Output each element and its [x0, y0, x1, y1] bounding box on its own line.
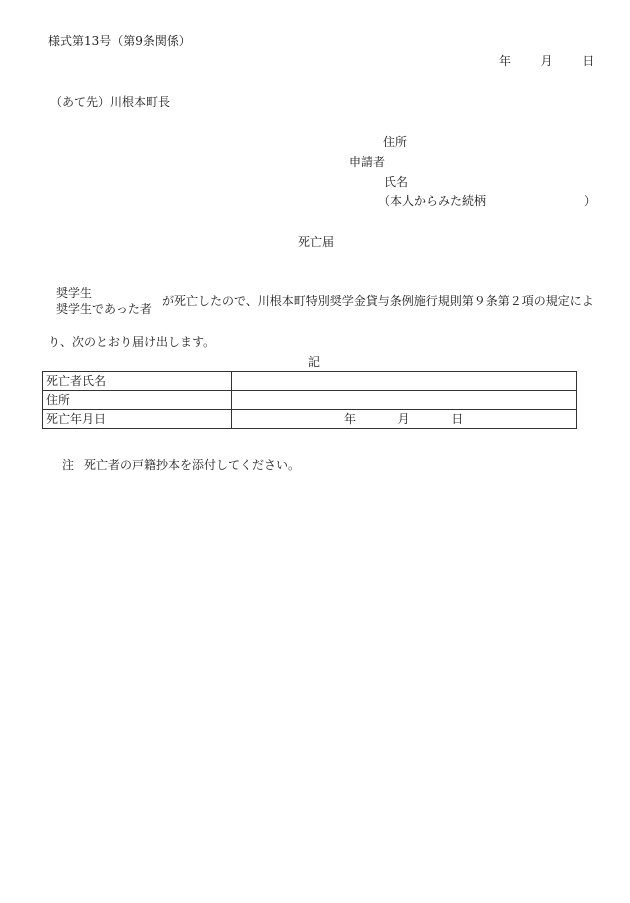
document-title: 死亡届	[298, 235, 335, 249]
date-year: 年	[499, 54, 512, 68]
table-row	[43, 372, 577, 391]
addressee: （あて先）川根本町長	[50, 95, 171, 109]
details-table	[42, 371, 577, 429]
deceased-name-label: 死亡者氏名	[43, 372, 232, 391]
date-day: 日	[582, 54, 595, 68]
submission-date	[499, 55, 594, 67]
deceased-name-field[interactable]	[232, 372, 577, 391]
applicant-name-label: 氏名	[384, 175, 409, 189]
relationship-close: ）	[584, 194, 597, 208]
footnote-text: 死亡者の戸籍抄本を添付してください。	[84, 458, 301, 472]
applicant-label: 申請者	[349, 155, 386, 169]
death-date-field[interactable]	[232, 410, 577, 429]
address-field[interactable]	[232, 391, 577, 410]
death-date-year: 年	[344, 412, 357, 426]
table-row	[43, 391, 577, 410]
death-date-month: 月	[397, 412, 410, 426]
death-date-day: 日	[451, 412, 464, 426]
subject-option-scholar: 奨学生	[56, 286, 93, 300]
footnote	[62, 459, 300, 471]
subject-option-former-scholar: 奨学生であった者	[56, 302, 152, 316]
address-label: 住所	[43, 391, 232, 410]
form-number: 様式第13号（第9条関係）	[48, 34, 191, 48]
relationship-field	[378, 195, 596, 207]
applicant-address-label: 住所	[383, 135, 408, 149]
body-text-line-2: り、次のとおり届け出します。	[48, 335, 216, 349]
death-date-label: 死亡年月日	[43, 410, 232, 429]
body-text-line-1: が死亡したので、川根本町特別奨学金貸与条例施行規則第９条第２項の規定によ	[162, 294, 594, 308]
date-month: 月	[540, 54, 553, 68]
table-row	[43, 410, 577, 429]
relationship-open: （本人からみた続柄	[378, 194, 487, 208]
footnote-prefix: 注	[62, 458, 75, 472]
ki-heading: 記	[308, 355, 321, 369]
